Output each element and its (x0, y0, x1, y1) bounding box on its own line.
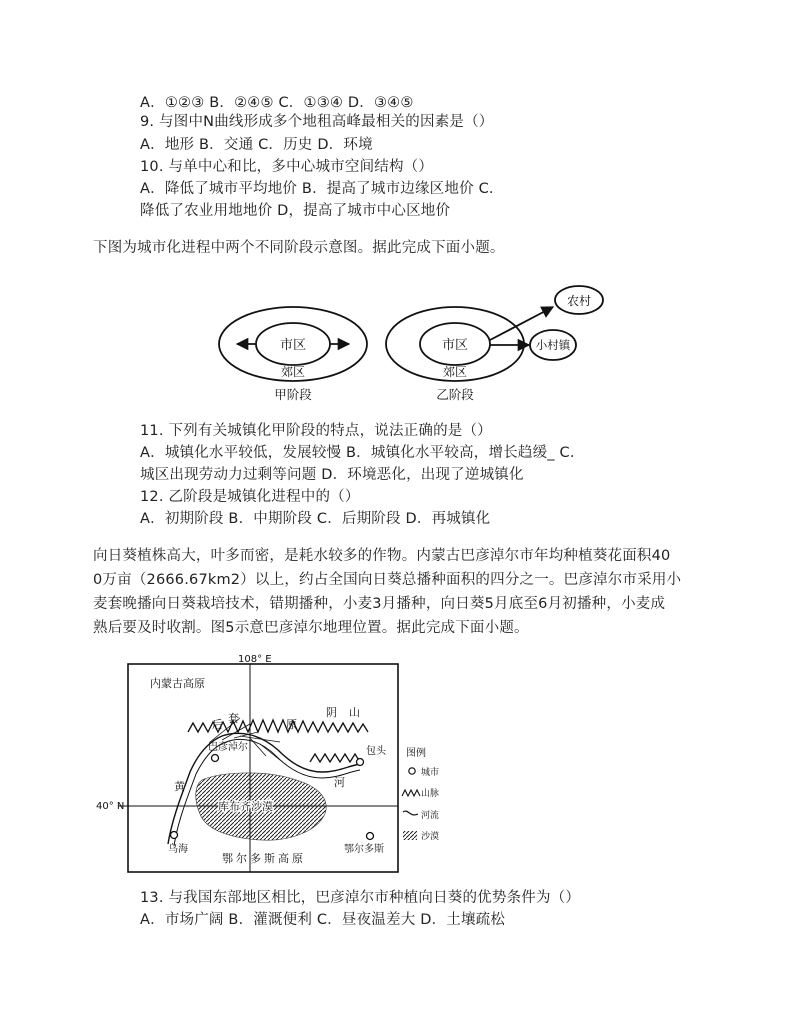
river-label: 黄 (174, 780, 185, 793)
q12-options: A．初期阶段 B．中期阶段 C．后期阶段 D．再城镇化 (140, 511, 491, 527)
q10-stem: 10. 与单中心和比，多中心城市空间结构（） (140, 159, 434, 175)
q11-options-line1: A．城镇化水平较低，发展较慢 B．城镇化水平较高，增长趋缓_ C． (140, 445, 585, 461)
countryside-label: 农村 (566, 294, 592, 308)
wuhai-city-marker (171, 832, 178, 839)
ordos-plateau-label: 鄂尔多斯高原 (222, 852, 306, 865)
q11-options-line2: 城区出现劳动力过剩等问题 D．环境恶化，出现了逆城镇化 (140, 467, 524, 483)
ordos-city-label: 鄂尔多斯 (344, 844, 384, 855)
latitude-label: 40° N (96, 801, 125, 812)
river-label-2: 河 (334, 776, 345, 789)
legend-city-label: 城市 (421, 768, 440, 778)
stage-a-caption: 甲阶段 (274, 387, 312, 402)
legend-desert-icon (403, 831, 417, 840)
legend-title: 图例 (406, 748, 426, 759)
legend-mountain-label: 山脉 (421, 789, 440, 799)
stage-a-ring-label: 郊区 (280, 365, 306, 379)
plain-label-3: 原 (286, 718, 297, 731)
plateau-label: 内蒙古高原 (150, 677, 205, 690)
intro-sunflower-line4: 熟后要及时收割。图5示意巴彦淖尔地理位置。据此完成下面小题。 (93, 620, 529, 636)
q10-options-line2: 降低了农业用地地价 D，提高了城市中心区地价 (140, 203, 451, 219)
plain-label-2: 套 (228, 712, 239, 725)
ordos-city-marker (367, 833, 374, 840)
q9-options: A．地形 B．交通 C．历史 D．环境 (140, 137, 373, 153)
plain-label-1: 后 (212, 718, 223, 731)
q12-stem: 12. 乙阶段是城镇化进程中的（） (140, 489, 360, 505)
q11-stem: 11. 下列有关城镇化甲阶段的特点，说法正确的是（） (140, 423, 492, 439)
q8-options: A．①②③ B．②④⑤ C．①③④ D．③④⑤ (140, 95, 414, 111)
q13-options: A．市场广阔 B．灌溉便利 C．昼夜温差大 D．土壤疏松 (140, 912, 506, 928)
baotou-label: 包头 (366, 746, 386, 757)
small-town-label: 小村镇 (535, 338, 571, 352)
map-legend (402, 746, 439, 842)
stage-b-ring-label: 郊区 (442, 365, 468, 379)
legend-city-icon (409, 768, 415, 774)
longitude-label: 108° E (238, 654, 272, 665)
stage-a-center-label: 市区 (279, 338, 307, 353)
baotou-city-marker (357, 759, 364, 766)
legend-river-icon (403, 811, 418, 815)
bayannur-location-map (90, 654, 440, 874)
yin-mountain-label: 阴山 (326, 706, 372, 719)
stage-b-center-label: 市区 (441, 338, 469, 353)
intro-sunflower-line3: 麦套晚播向日葵栽培技术，错期播种，小麦3月播种，向日葵5月底至6月初播种，小麦成 (93, 596, 666, 612)
q10-options-line1: A．降低了城市平均地价 B．提高了城市边缘区地价 C． (140, 181, 504, 197)
desert-label: 库布齐沙漠 (218, 800, 273, 813)
legend-river-label: 河流 (421, 811, 440, 821)
intro-sunflower-line2: 0万亩（2666.67km2）以上，约占全国向日葵总播种面积的四分之一。巴彦淖尔市采用小 (93, 572, 682, 588)
intro-sunflower-line1: 向日葵植株高大，叶多而密，是耗水较多的作物。内蒙古巴彦淖尔市年均种植葵花面积40 (93, 548, 671, 564)
q9-stem: 9. 与图中N曲线形成多个地租高峰最相关的因素是（） (140, 114, 494, 130)
legend-desert-label: 沙漠 (421, 832, 440, 842)
bayannur-label: 巴彦淖尔 (208, 742, 248, 753)
intro-urbanization: 下图为城市化进程中两个不同阶段示意图。据此完成下面小题。 (93, 240, 505, 256)
wuhai-label: 乌海 (168, 844, 188, 855)
bayannur-city-marker (212, 755, 219, 762)
stage-b-caption: 乙阶段 (436, 387, 474, 402)
legend-mountain-icon (402, 790, 420, 796)
urbanization-stage-diagram (215, 284, 615, 414)
q13-stem: 13. 与我国东部地区相比，巴彦淖尔市种植向日葵的优势条件为（） (140, 890, 581, 906)
